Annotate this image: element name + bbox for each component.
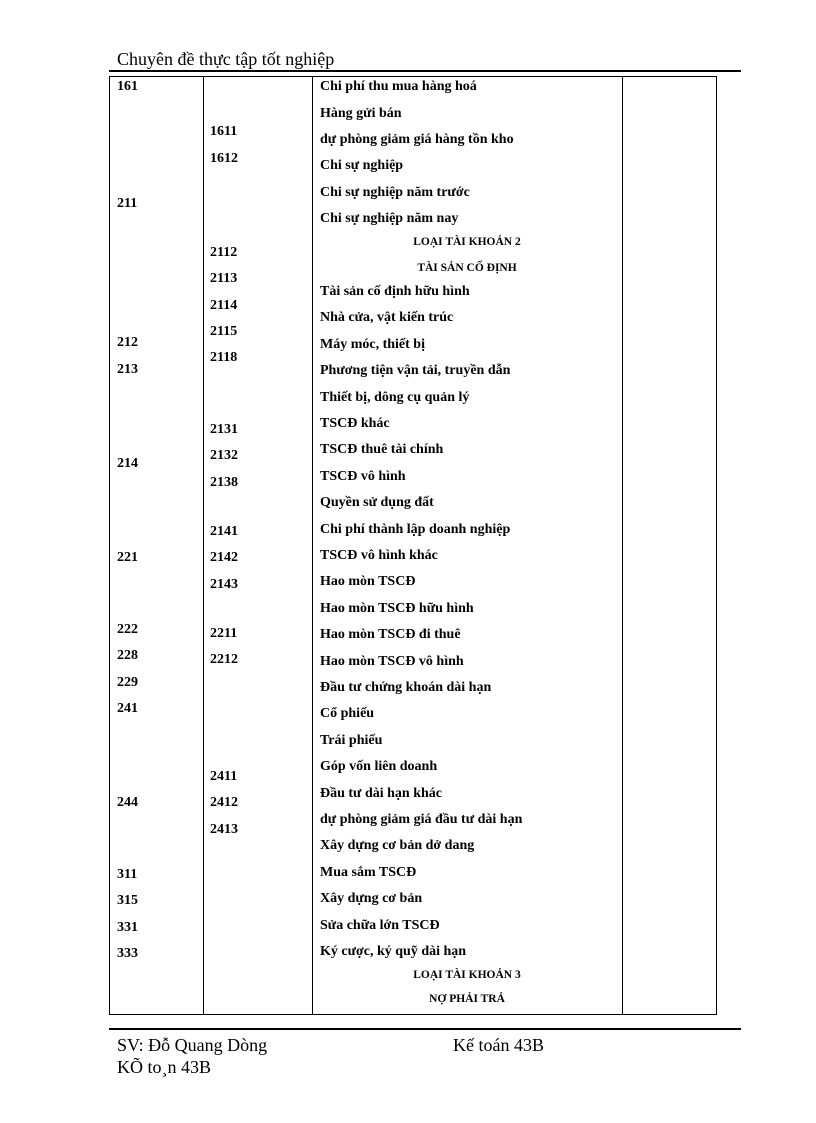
sub-account-code: 2141 [210, 524, 238, 539]
sub-account-code: 2143 [210, 577, 238, 592]
account-name: Chi phí thu mua hàng hoá [320, 79, 477, 94]
account-code: 241 [117, 701, 138, 716]
account-name: Phương tiện vận tải, truyền dẫn [320, 363, 511, 378]
sub-account-code: 2118 [210, 350, 238, 365]
account-name: Đầu tư chứng khoán dài hạn [320, 680, 492, 695]
account-name: NỢ PHẢI TRẢ [429, 993, 505, 1005]
sub-account-code: 2412 [210, 795, 238, 810]
sub-account-code: 1612 [210, 151, 238, 166]
account-name: Cổ phiếu [320, 706, 375, 721]
footer-class-label-garbled: KÕ to¸n 43B [117, 1057, 211, 1077]
account-code: 222 [117, 622, 138, 637]
account-name: Hàng gửi bán [320, 106, 402, 121]
account-code: 212 [117, 335, 138, 350]
account-name: Nhà cửa, vật kiến trúc [320, 310, 454, 325]
account-name: Trái phiếu [320, 733, 383, 748]
account-code: 214 [117, 456, 138, 471]
account-name: Hao mòn TSCĐ vô hình [320, 654, 464, 669]
account-name: Xây dựng cơ bản dở dang [320, 838, 475, 853]
account-name: Thiết bị, dông cụ quản lý [320, 390, 470, 405]
sub-account-code: 1611 [210, 124, 238, 139]
sub-account-code: 2131 [210, 422, 238, 437]
account-name: TSCĐ thuê tài chính [320, 442, 444, 457]
sub-account-code: 2114 [210, 298, 238, 313]
account-name: Sửa chữa lớn TSCĐ [320, 918, 440, 933]
account-name: Ký cược, ký quỹ dài hạn [320, 944, 467, 959]
account-code: 331 [117, 920, 138, 935]
sub-account-code: 2115 [210, 324, 238, 339]
account-code: 221 [117, 550, 138, 565]
account-name: TSCĐ khác [320, 416, 390, 431]
footer-class-label: Kế toán 43B [453, 1035, 544, 1055]
column-divider-3 [622, 77, 623, 1014]
document-header-title: Chuyên đề thực tập tốt nghiệp [117, 49, 335, 69]
account-name: Tài sản cố định hữu hình [320, 284, 470, 299]
footer-student-name: SV: Đỗ Quang Dòng [117, 1035, 268, 1055]
account-name: Hao mòn TSCĐ hữu hình [320, 601, 474, 616]
sub-account-code: 2413 [210, 822, 238, 837]
column-divider-1 [203, 77, 204, 1014]
account-name: TÀI SẢN CỐ ĐỊNH [417, 262, 517, 274]
sub-account-code: 2138 [210, 475, 238, 490]
sub-account-code: 2142 [210, 550, 238, 565]
sub-account-code: 2212 [210, 652, 238, 667]
sub-account-code: 2132 [210, 448, 238, 463]
sub-account-code: 2112 [210, 245, 238, 260]
footer-rule [109, 1028, 741, 1030]
account-name: Xây dựng cơ bản [320, 891, 423, 906]
account-name: Chi phí thành lập doanh nghiệp [320, 522, 511, 537]
account-name: Chi sự nghiệp năm nay [320, 211, 459, 226]
column-divider-2 [312, 77, 313, 1014]
sub-account-code: 2211 [210, 626, 238, 641]
account-code: 213 [117, 362, 138, 377]
account-name: LOẠI TÀI KHOẢN 3 [413, 969, 521, 981]
sub-account-code: 2411 [210, 769, 238, 784]
account-name: Hao mòn TSCĐ [320, 574, 416, 589]
account-code: 229 [117, 675, 138, 690]
account-code: 315 [117, 893, 138, 908]
account-name: Đầu tư dài hạn khác [320, 786, 442, 801]
sub-account-code: 2113 [210, 271, 238, 286]
account-name: Hao mòn TSCĐ đi thuê [320, 627, 461, 642]
account-name: LOẠI TÀI KHOẢN 2 [413, 236, 521, 248]
account-code: 161 [117, 79, 138, 94]
account-name: Quyền sử dụng đất [320, 495, 434, 510]
header-rule [109, 70, 741, 72]
account-code: 211 [117, 196, 138, 211]
account-name: Chi sự nghiệp năm trước [320, 185, 470, 200]
account-name: TSCĐ vô hình khác [320, 548, 438, 563]
account-name: Góp vốn liên doanh [320, 759, 438, 774]
account-code: 311 [117, 867, 138, 882]
account-name: Mua sắm TSCĐ [320, 865, 417, 880]
account-name: TSCĐ vô hình [320, 469, 406, 484]
account-code: 244 [117, 795, 138, 810]
account-table [109, 76, 717, 1015]
account-code: 333 [117, 946, 138, 961]
account-name: Chi sự nghiệp [320, 158, 404, 173]
account-name: dự phòng giảm giá đầu tư dài hạn [320, 812, 523, 827]
account-name: dự phòng giảm giá hàng tồn kho [320, 132, 514, 147]
account-name: Máy móc, thiết bị [320, 337, 425, 352]
account-code: 228 [117, 648, 138, 663]
